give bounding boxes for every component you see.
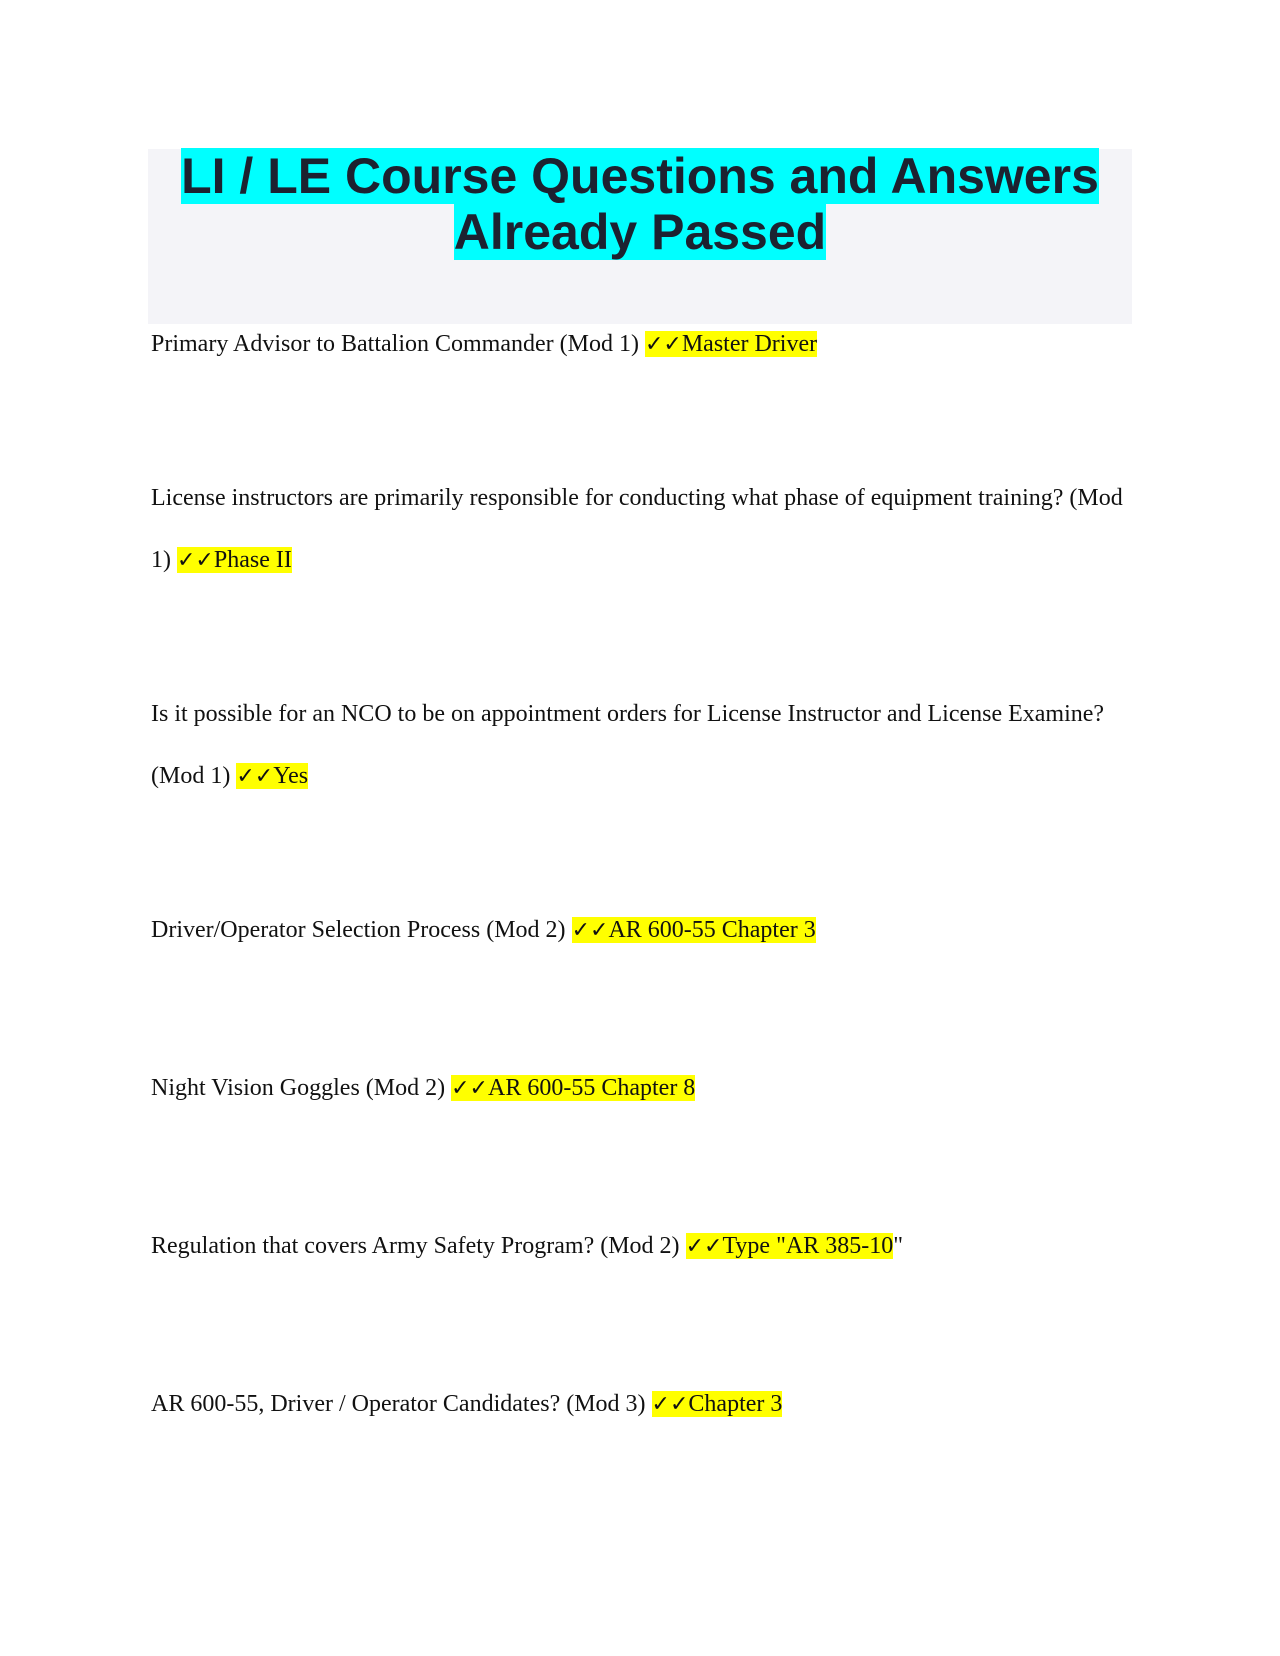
answer-highlight — [177, 547, 292, 573]
answer-highlight — [686, 1233, 894, 1259]
question-text: Is it possible for an NCO to be on appointment orders for License Instructor and License Examine? (Mod 1) — [151, 701, 1105, 789]
answer-highlight — [645, 331, 817, 357]
answer-text: Master Driver — [681, 331, 818, 357]
check-icon: ✓✓ — [685, 1234, 723, 1259]
check-icon: ✓✓ — [571, 918, 609, 943]
answer-text: AR 600-55 Chapter 8 — [488, 1075, 696, 1101]
question-text: Night Vision Goggles (Mod 2) — [151, 1075, 452, 1101]
document-title — [148, 148, 1132, 260]
answer-text: Chapter 3 — [688, 1391, 783, 1417]
answer-highlight — [236, 763, 308, 789]
answer-highlight — [652, 1391, 783, 1417]
question-text: Regulation that covers Army Safety Program? (Mod 2) — [151, 1233, 686, 1259]
qa-item-1 — [151, 313, 1131, 376]
qa-item-2 — [151, 467, 1131, 592]
question-text: Driver/Operator Selection Process (Mod 2) — [151, 917, 572, 943]
question-text: AR 600-55, Driver / Operator Candidates? (Mod 3) — [151, 1391, 652, 1417]
answer-text: AR 600-55 Chapter 3 — [608, 917, 816, 943]
qa-item-7 — [151, 1373, 1131, 1436]
check-icon: ✓✓ — [644, 332, 682, 357]
answer-highlight — [572, 917, 816, 943]
title-line-1: LI / LE Course Questions and Answers — [181, 148, 1099, 204]
question-text: Primary Advisor to Battalion Commander (Mod 1) — [151, 331, 645, 357]
check-icon: ✓✓ — [177, 548, 214, 573]
check-icon: ✓✓ — [451, 1076, 488, 1101]
answer-text: Phase II — [213, 547, 292, 573]
check-icon: ✓✓ — [651, 1392, 689, 1417]
qa-item-5 — [151, 1057, 1131, 1120]
qa-item-4 — [151, 899, 1131, 962]
answer-text: Yes — [273, 763, 309, 789]
check-icon: ✓✓ — [236, 764, 274, 789]
qa-item-3 — [151, 683, 1131, 808]
title-line-2: Already Passed — [453, 204, 827, 260]
question-text: License instructors are primarily responsible for conducting what phase of equipment training? (Mod 1) — [151, 485, 1123, 573]
answer-text: Type "AR 385-10 — [722, 1233, 894, 1259]
answer-highlight — [451, 1075, 695, 1101]
answer-trail: " — [893, 1233, 903, 1259]
qa-item-6 — [151, 1215, 1131, 1278]
